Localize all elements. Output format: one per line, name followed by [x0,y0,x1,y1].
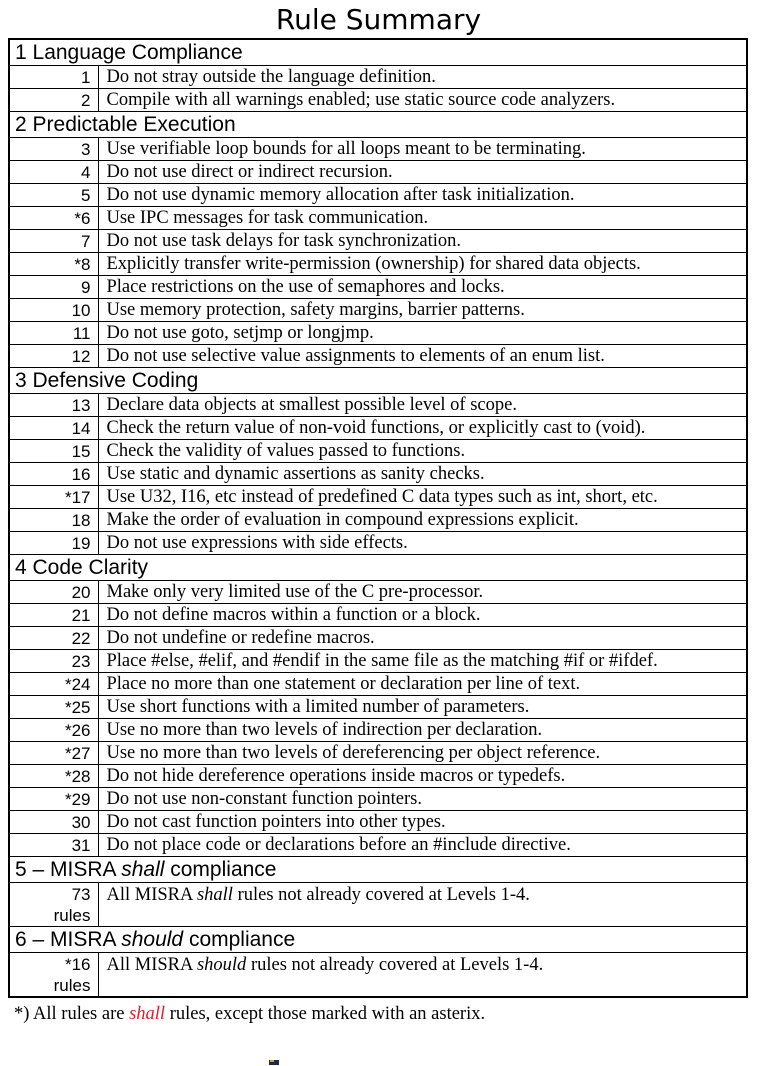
rule-number [9,788,98,811]
rule-number-value: 20 [71,582,91,602]
rule-number-value: 10 [71,300,91,320]
rule-row [9,345,747,368]
text-segment: Do not use direct or indirect recursion. [106,162,393,182]
rule-number [9,532,98,555]
rule-number [9,742,98,765]
rule-text [98,486,747,509]
rule-number [9,581,98,604]
emphasis-text: shall [121,858,165,881]
rule-text [98,207,747,230]
section-header-row [9,112,747,138]
rule-row [9,581,747,604]
rule-number [9,417,98,440]
rule-number-value: *16 [64,955,91,974]
text-segment: compliance [183,928,296,951]
rule-number [9,719,98,742]
rule-row [9,440,747,463]
rule-text [98,89,747,112]
rule-number [9,953,98,998]
section-header-row [9,857,747,883]
rule-number [9,604,98,627]
text-segment: Declare data objects at smallest possible level of scope. [106,395,517,415]
rule-text [98,742,747,765]
rule-number-value: *26 [64,720,91,740]
rule-text [98,417,747,440]
section-heading [9,857,747,883]
text-segment: Do not use goto, setjmp or longjmp. [106,323,374,343]
rule-number-value: 11 [72,323,91,343]
text-segment: Make only very limited use of the C pre-processor. [106,582,484,602]
text-segment: Use IPC messages for task communication. [106,208,429,228]
text-segment: Use verifiable loop bounds for all loops meant to be terminating. [106,139,586,159]
text-segment: Compile with all warnings enabled; use static source code analyzers. [106,90,616,110]
rule-number [9,89,98,112]
rule-text [98,299,747,322]
rule-row [9,742,747,765]
rule-text [98,650,747,673]
rule-row [9,696,747,719]
rule-number-value: 15 [71,441,91,461]
rule-text [98,463,747,486]
rule-number [9,463,98,486]
rule-row [9,486,747,509]
rule-number [9,207,98,230]
text-segment: 3 Defensive Coding [15,369,199,392]
text-segment: Check the return value of non-void functions, or explicitly cast to (void). [106,418,646,438]
rule-text [98,953,747,998]
text-segment: Use static and dynamic assertions as sanity checks. [106,464,485,484]
text-segment: All MISRA [106,885,197,905]
text-segment: Place no more than one statement or declaration per line of text. [106,674,581,694]
rule-text [98,719,747,742]
text-segment: Explicitly transfer write-permission (ownership) for shared data objects. [106,254,641,274]
rule-number [9,486,98,509]
rule-text [98,230,747,253]
text-segment: 2 Predictable Execution [15,113,236,136]
rule-text [98,440,747,463]
rule-number-unit: rules [53,906,91,925]
rule-number-value: 7 [81,231,91,251]
text-segment: 6 – MISRA [15,928,122,951]
text-segment: 5 – MISRA [15,858,122,881]
rule-number-value: *8 [74,254,91,274]
text-segment: Do not use expressions with side effects. [106,533,408,553]
text-segment: Place restrictions on the use of semaphores and locks. [106,277,505,297]
rule-number [9,276,98,299]
text-segment: Make the order of evaluation in compound expressions explicit. [106,510,579,530]
rule-number-value: 5 [81,185,91,205]
text-segment: Do not use dynamic memory allocation after task initialization. [106,185,575,205]
text-segment: Do not use task delays for task synchronization. [106,231,462,251]
text-segment: Do not stray outside the language definition. [106,67,436,87]
section-header-row [9,555,747,581]
rule-row [9,673,747,696]
section-header-row [9,368,747,394]
text-segment: Do not cast function pointers into other types. [106,812,446,832]
bottom-edge-artifact [269,1060,279,1065]
emphasis-text: shall [196,885,233,905]
text-segment: Use memory protection, safety margins, barrier patterns. [106,300,525,320]
rule-number [9,253,98,276]
rule-text [98,345,747,368]
rule-number-value: 12 [71,346,91,366]
rule-number-value: 2 [81,90,91,110]
rule-number-value: *17 [64,487,91,507]
rule-number-value: 21 [71,605,91,625]
rule-row [9,161,747,184]
rule-row [9,604,747,627]
section-header-row [9,39,747,66]
rule-row [9,184,747,207]
rule-number [9,696,98,719]
text-segment: Do not place code or declarations before an #include directive. [106,835,571,855]
rule-number [9,138,98,161]
section-heading [9,112,747,138]
rule-text [98,184,747,207]
rule-text [98,161,747,184]
rule-number [9,322,98,345]
text-segment: 4 Code Clarity [15,556,149,579]
rule-number [9,509,98,532]
rule-number [9,811,98,834]
text-segment: *) All rules are [14,1004,130,1024]
rule-text [98,394,747,417]
rule-number [9,184,98,207]
rule-text [98,66,747,89]
rule-summary-table [8,38,748,998]
rule-number [9,883,98,927]
rule-number-value: 22 [71,628,91,648]
rule-number-value: *29 [64,789,91,809]
rule-text [98,627,747,650]
rule-table-body [9,39,747,997]
text-segment: 1 Language Compliance [15,41,243,64]
rule-row [9,953,747,998]
rule-number-value: 14 [71,418,91,438]
rule-number [9,440,98,463]
rule-row [9,719,747,742]
rule-number-value: *27 [64,743,91,763]
rule-number-value: 19 [71,533,91,553]
rule-text [98,811,747,834]
artifact-pixel [270,1060,274,1062]
rule-row [9,138,747,161]
rule-number-value: *6 [74,208,91,228]
text-segment: Do not use non-constant function pointers. [106,789,422,809]
rule-row [9,765,747,788]
rule-number [9,765,98,788]
text-segment: rules not already covered at Levels 1-4. [232,885,530,905]
emphasis-text: shall [129,1004,166,1024]
section-heading [9,368,747,394]
rule-number-value: 9 [81,277,91,297]
rule-text [98,673,747,696]
text-segment: All MISRA [106,955,197,975]
rule-number-value: 31 [71,835,91,855]
rule-number-value: 4 [81,162,91,182]
emphasis-text: should [196,955,247,975]
rule-row [9,230,747,253]
text-segment: Place #else, #elif, and #endif in the same file as the matching #if or #ifdef. [106,651,658,671]
rule-text [98,788,747,811]
rule-text [98,581,747,604]
rule-row [9,788,747,811]
rule-number [9,394,98,417]
text-segment: Use short functions with a limited number of parameters. [106,697,530,717]
section-header-row [9,927,747,953]
rule-row [9,276,747,299]
rule-row [9,299,747,322]
rule-text [98,765,747,788]
emphasis-text: should [121,928,184,951]
rule-row [9,627,747,650]
rule-number [9,650,98,673]
rule-row [9,66,747,89]
rule-row [9,834,747,857]
rule-number [9,161,98,184]
rule-number-value: 13 [71,395,91,415]
rule-row [9,322,747,345]
rule-row [9,532,747,555]
text-segment: Use no more than two levels of dereferencing per object reference. [106,743,601,763]
section-heading [9,927,747,953]
rule-text [98,322,747,345]
text-segment: compliance [164,858,277,881]
rule-row [9,207,747,230]
text-segment: rules, except those marked with an asterix. [165,1004,486,1024]
text-segment: Use U32, I16, etc instead of predefined C data types such as int, short, etc. [106,487,658,507]
section-heading [9,555,747,581]
rule-number [9,834,98,857]
rule-text [98,138,747,161]
rule-number-value: *28 [64,766,91,786]
text-segment: Do not hide dereference operations inside macros or typedefs. [106,766,566,786]
rule-number-value: 18 [71,510,91,530]
rule-text [98,509,747,532]
rule-number [9,673,98,696]
rule-row [9,89,747,112]
rule-number-value: 30 [71,812,91,832]
rule-number-value: 1 [81,67,91,87]
rule-text [98,532,747,555]
rule-row [9,463,747,486]
rule-number-value: 73 [71,885,91,904]
rule-number-value: 16 [71,464,91,484]
rule-number [9,230,98,253]
rule-number [9,66,98,89]
rule-row [9,883,747,927]
text-segment: Do not undefine or redefine macros. [106,628,375,648]
rule-number-value: 23 [71,651,91,671]
rule-number-value: *25 [64,697,91,717]
rule-text [98,834,747,857]
rule-row [9,650,747,673]
section-heading [9,39,747,66]
rule-row [9,417,747,440]
rule-row [9,811,747,834]
rule-number-unit: rules [53,976,91,995]
rule-row [9,253,747,276]
rule-number [9,627,98,650]
rule-text [98,276,747,299]
rule-text [98,696,747,719]
rule-number-value: 3 [81,139,91,159]
rule-number [9,345,98,368]
rule-text [98,253,747,276]
rule-text [98,604,747,627]
text-segment: Do not define macros within a function or a block. [106,605,481,625]
footnote [14,1003,757,1025]
rule-row [9,509,747,532]
rule-number [9,299,98,322]
text-segment: Do not use selective value assignments to elements of an enum list. [106,346,605,366]
rule-row [9,394,747,417]
text-segment: Use no more than two levels of indirection per declaration. [106,720,543,740]
page-title: Rule Summary [275,3,482,36]
text-segment: rules not already covered at Levels 1-4. [246,955,544,975]
text-segment: Check the validity of values passed to functions. [106,441,466,461]
rule-number-value: *24 [64,674,91,694]
rule-text [98,883,747,927]
